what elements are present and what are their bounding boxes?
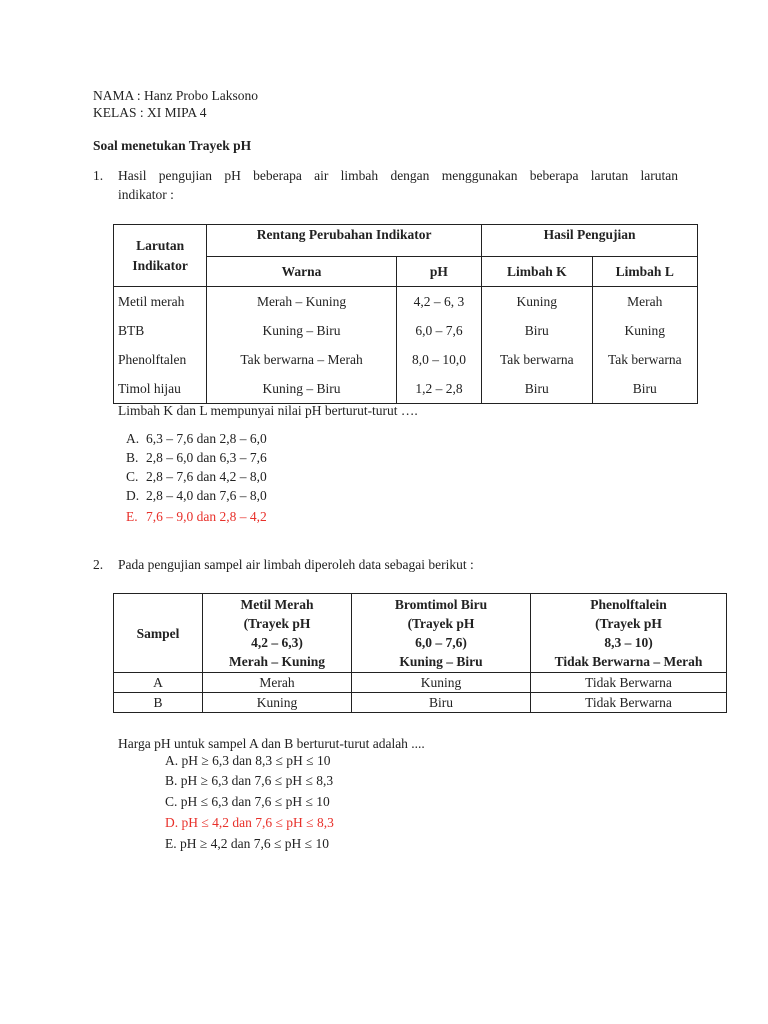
cell-mm: Merah bbox=[203, 673, 352, 693]
cell-l: Merah bbox=[592, 287, 697, 317]
option-letter: E. bbox=[126, 509, 138, 524]
table-row bbox=[114, 693, 727, 713]
cell-k: Tak berwarna bbox=[482, 345, 593, 374]
cell-ph: 1,2 – 2,8 bbox=[396, 374, 481, 404]
cell-indicator: BTB bbox=[118, 322, 145, 338]
th-result: Hasil Pengujian bbox=[482, 225, 698, 257]
option-letter: C. bbox=[126, 469, 139, 484]
cell-l: Tak berwarna bbox=[592, 345, 697, 374]
option-text: 2,8 – 6,0 dan 6,3 – 7,6 bbox=[146, 450, 267, 465]
cell-mm: Kuning bbox=[203, 693, 352, 713]
cell-indicator: Timol hijau bbox=[118, 380, 181, 396]
option-b[interactable]: B. pH ≥ 6,3 dan 7,6 ≤ pH ≤ 8,3 bbox=[165, 773, 334, 788]
table-row bbox=[114, 673, 727, 693]
q1-number: 1. bbox=[93, 168, 104, 183]
cell-l: Kuning bbox=[592, 316, 697, 345]
th-phenolftalein: Phenolftalein (Trayek pH 8,3 – 10) Tidak Berwarna – Merah bbox=[531, 594, 727, 673]
page-title: Soal menetukan Trayek pH bbox=[93, 138, 252, 153]
th-color: Warna bbox=[207, 257, 397, 287]
option-d-answer[interactable]: D. pH ≤ 4,2 dan 7,6 ≤ pH ≤ 8,3 bbox=[165, 815, 334, 830]
cell-ph: 6,0 – 7,6 bbox=[396, 316, 481, 345]
option-a[interactable] bbox=[126, 430, 267, 448]
indicator-table bbox=[113, 224, 698, 404]
cell-sample: B bbox=[114, 693, 203, 713]
table-row bbox=[114, 345, 698, 374]
q1-text-line2: indikator : bbox=[118, 187, 174, 202]
option-text: 2,8 – 4,0 dan 7,6 – 8,0 bbox=[146, 488, 267, 503]
option-e-answer[interactable] bbox=[126, 508, 267, 526]
option-letter: B. bbox=[126, 450, 139, 465]
option-c[interactable] bbox=[126, 468, 267, 486]
option-d[interactable] bbox=[126, 487, 267, 505]
cell-color: Kuning – Biru bbox=[207, 374, 397, 404]
cell-ph: 8,0 – 10,0 bbox=[396, 345, 481, 374]
cell-color: Tak berwarna – Merah bbox=[207, 345, 397, 374]
cell-indicator: Metil merah bbox=[118, 293, 185, 309]
th-ph: pH bbox=[396, 257, 481, 287]
q1-text-line1: Hasil pengujian pH beberapa air limbah dengan menggunakan beberapa larutan larutan bbox=[118, 168, 678, 183]
option-e[interactable]: E. pH ≥ 4,2 dan 7,6 ≤ pH ≤ 10 bbox=[165, 836, 329, 851]
option-letter: A. bbox=[126, 431, 140, 446]
cell-ph: 4,2 – 6, 3 bbox=[396, 287, 481, 317]
cell-color: Kuning – Biru bbox=[207, 316, 397, 345]
th-limbah-l: Limbah L bbox=[592, 257, 697, 287]
sample-table bbox=[113, 593, 727, 713]
cell-bb: Biru bbox=[352, 693, 531, 713]
th-bromtimol-biru: Bromtimol Biru (Trayek pH 6,0 – 7,6) Kuning – Biru bbox=[352, 594, 531, 673]
cell-pp: Tidak Berwarna bbox=[531, 673, 727, 693]
cell-k: Kuning bbox=[482, 287, 593, 317]
q2-text: Pada pengujian sampel air limbah diperoleh data sebagai berikut : bbox=[118, 557, 474, 572]
th-metil-merah: Metil Merah (Trayek pH 4,2 – 6,3) Merah – Kuning bbox=[203, 594, 352, 673]
cell-color: Merah – Kuning bbox=[207, 287, 397, 317]
cell-k: Biru bbox=[482, 316, 593, 345]
option-b[interactable] bbox=[126, 449, 267, 467]
th-limbah-k: Limbah K bbox=[482, 257, 593, 287]
th-range: Rentang Perubahan Indikator bbox=[207, 225, 482, 257]
table-row bbox=[114, 287, 698, 317]
option-text: 7,6 – 9,0 dan 2,8 – 4,2 bbox=[146, 509, 267, 524]
option-text: 2,8 – 7,6 dan 4,2 – 8,0 bbox=[146, 469, 267, 484]
cell-sample: A bbox=[114, 673, 203, 693]
q1-question: Limbah K dan L mempunyai nilai pH berturut-turut …. bbox=[118, 403, 418, 418]
cell-indicator: Phenolftalen bbox=[118, 351, 187, 367]
th-sample: Sampel bbox=[114, 594, 203, 673]
option-letter: D. bbox=[126, 488, 140, 503]
table-row bbox=[114, 374, 698, 404]
q2-question: Harga pH untuk sampel A dan B berturut-turut adalah .... bbox=[118, 736, 425, 751]
option-a[interactable]: A. pH ≥ 6,3 dan 8,3 ≤ pH ≤ 10 bbox=[165, 753, 331, 768]
th-indicator: Larutan Indikator bbox=[114, 225, 207, 287]
q2-number: 2. bbox=[93, 557, 104, 572]
option-text: 6,3 – 7,6 dan 2,8 – 6,0 bbox=[146, 431, 267, 446]
cell-pp: Tidak Berwarna bbox=[531, 693, 727, 713]
student-name: NAMA : Hanz Probo Laksono bbox=[93, 88, 258, 103]
cell-l: Biru bbox=[592, 374, 697, 404]
cell-k: Biru bbox=[482, 374, 593, 404]
table-row bbox=[114, 316, 698, 345]
option-c[interactable]: C. pH ≤ 6,3 dan 7,6 ≤ pH ≤ 10 bbox=[165, 794, 330, 809]
student-class: KELAS : XI MIPA 4 bbox=[93, 105, 207, 120]
cell-bb: Kuning bbox=[352, 673, 531, 693]
